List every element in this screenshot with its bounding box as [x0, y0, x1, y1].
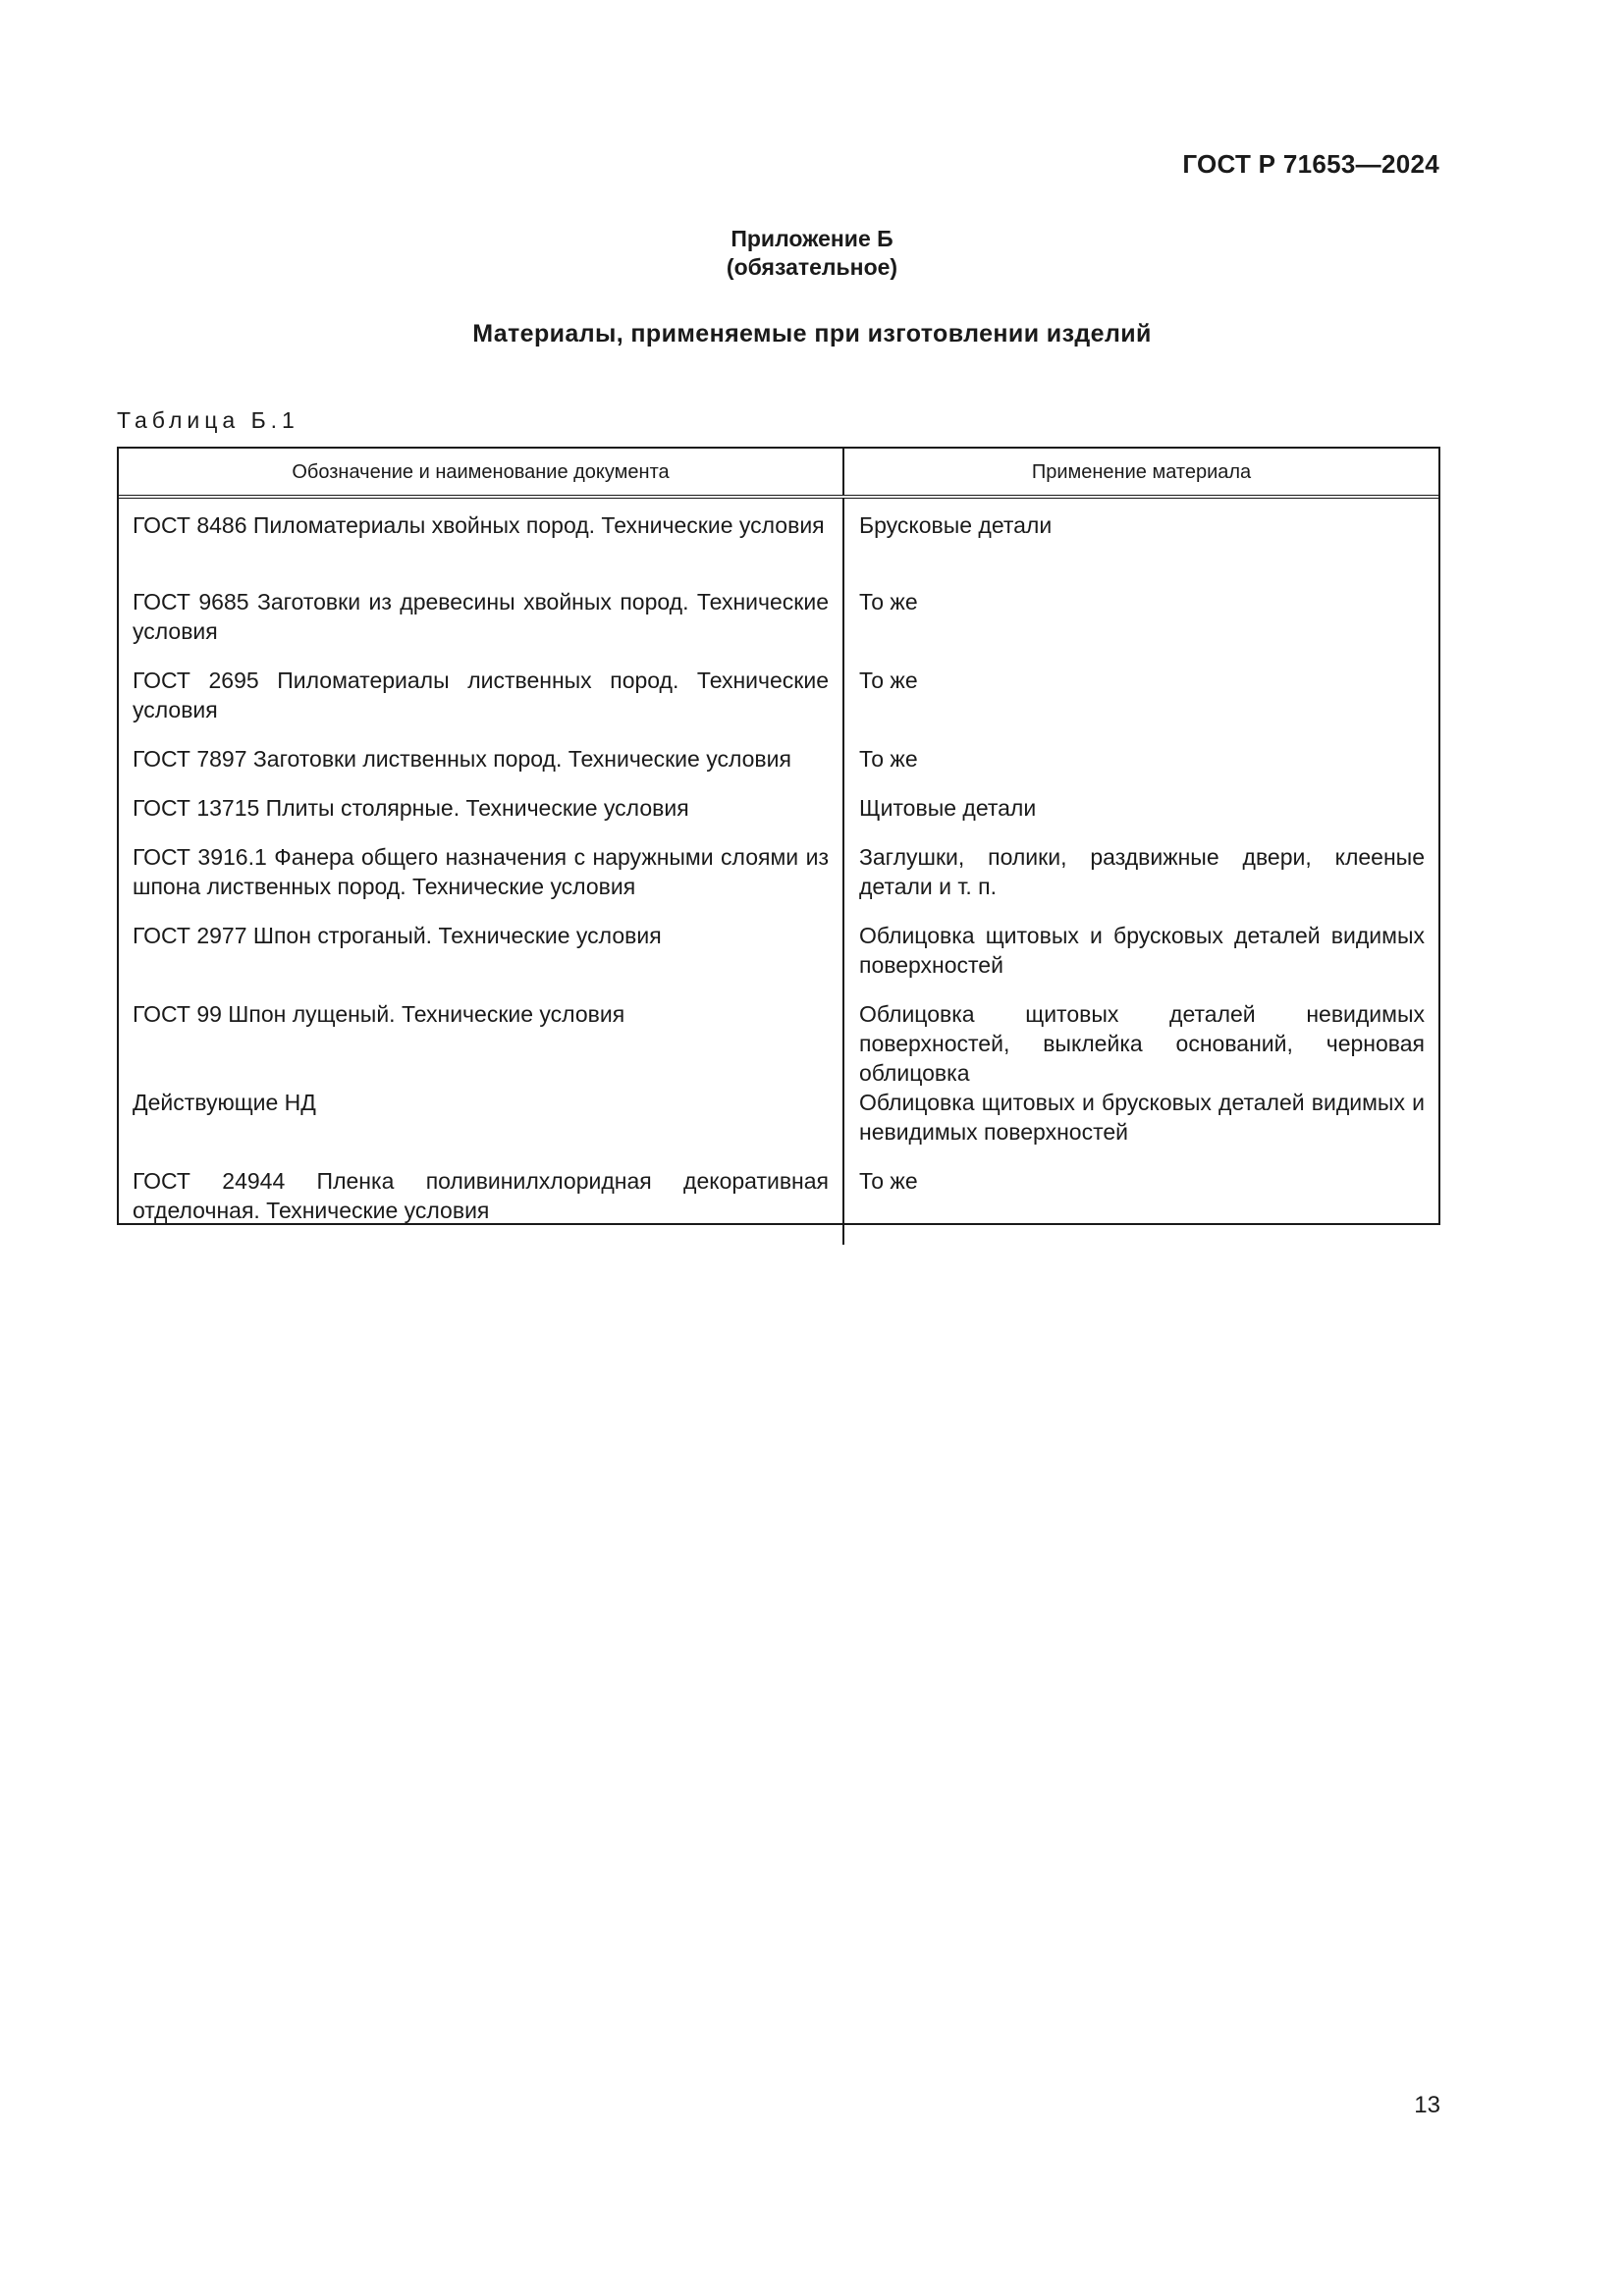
table-row: [119, 666, 1438, 744]
table-row: [119, 587, 1438, 666]
cell-application: Щитовые детали: [859, 795, 1037, 821]
cell-application: Брусковые детали: [859, 512, 1053, 538]
cell-document: ГОСТ 9685 Заготовки из древесины хвойных пород. Технические условия: [119, 587, 843, 666]
cell-document: ГОСТ 13715 Плиты столярные. Технические условия: [119, 793, 843, 842]
cell-application: То же: [859, 1168, 918, 1194]
page-number: 13: [1414, 2092, 1440, 2118]
cell-application: Облицовка щитовых и брусковых деталей видимых и невидимых поверхностей: [859, 1090, 1425, 1145]
section-title: Материалы, применяемые при изготовлении изделий: [472, 320, 1152, 347]
cell-document: ГОСТ 99 Шпон лущеный. Технические условия: [119, 999, 843, 1088]
appendix-title: Приложение Б: [731, 226, 893, 251]
appendix-status: (обязательное): [726, 254, 898, 280]
cell-application: То же: [859, 746, 918, 772]
cell-document: ГОСТ 3916.1 Фанера общего назначения с наружными слоями из шпона лиственных пород. Технические условия: [119, 842, 843, 921]
cell-document: ГОСТ 2695 Пиломатериалы лиственных пород. Технические условия: [119, 666, 843, 744]
cell-document: ГОСТ 24944 Пленка поливинилхлоридная декоративная отделочная. Технические условия: [119, 1166, 843, 1245]
table-caption: Таблица Б.1: [117, 407, 299, 433]
document-code: ГОСТ Р 71653—2024: [1182, 149, 1439, 179]
column-header-application: Применение материала: [843, 449, 1438, 497]
cell-application: Облицовка щитовых деталей невидимых поверхностей, выклейка оснований, черновая облицовка: [859, 1001, 1425, 1086]
table-row: [119, 497, 1438, 587]
table-row: [119, 1166, 1438, 1245]
table-row: [119, 842, 1438, 921]
table-row: [119, 999, 1438, 1088]
appendix-heading: [0, 225, 1624, 282]
cell-document: Действующие НД: [119, 1088, 843, 1166]
table-row: [119, 793, 1438, 842]
cell-document: ГОСТ 7897 Заготовки лиственных пород. Технические условия: [119, 744, 843, 793]
column-header-document: Обозначение и наименование документа: [119, 449, 843, 497]
cell-document: ГОСТ 8486 Пиломатериалы хвойных пород. Технические условия: [119, 497, 843, 587]
cell-application: То же: [859, 667, 918, 693]
table-row: [119, 1088, 1438, 1166]
table-row: [119, 744, 1438, 793]
cell-document: ГОСТ 2977 Шпон строганый. Технические условия: [119, 921, 843, 999]
cell-application: Заглушки, полики, раздвижные двери, клееные детали и т. п.: [859, 844, 1425, 899]
table-row: [119, 921, 1438, 999]
cell-application: Облицовка щитовых и брусковых деталей видимых поверхностей: [859, 923, 1425, 978]
materials-table: [117, 447, 1440, 1225]
cell-application: То же: [859, 589, 918, 614]
table-header-row: [119, 449, 1438, 497]
